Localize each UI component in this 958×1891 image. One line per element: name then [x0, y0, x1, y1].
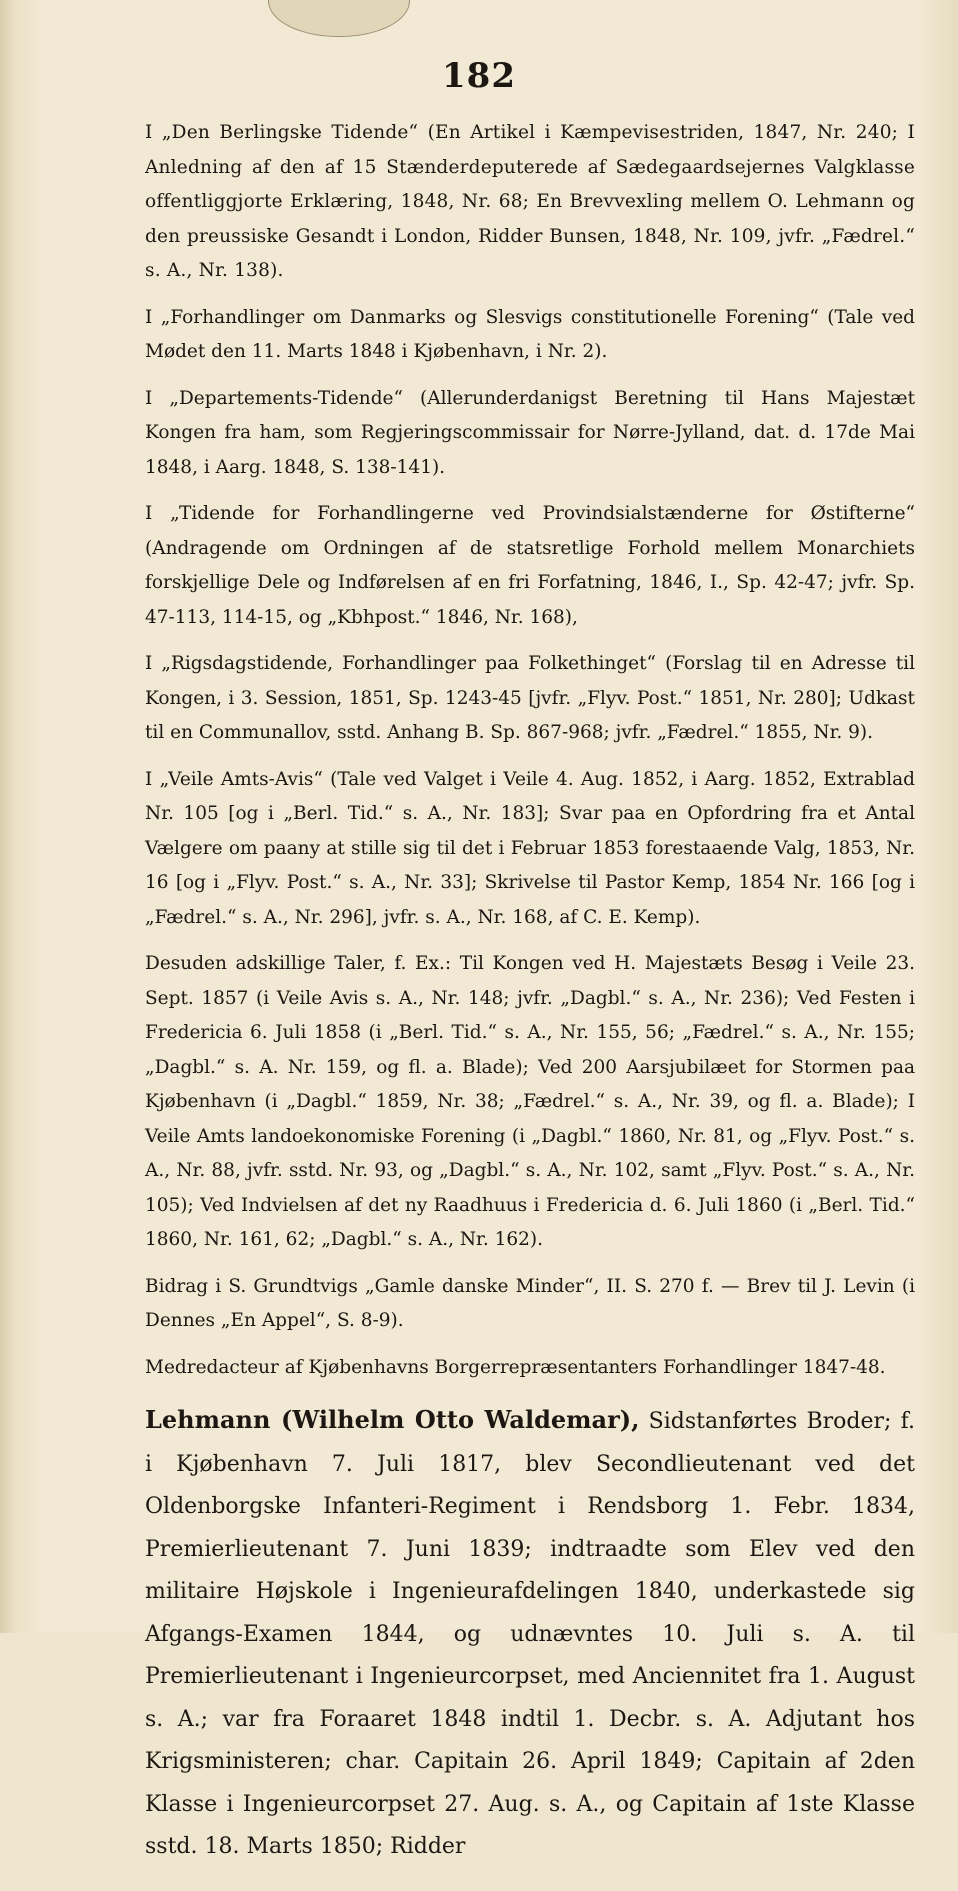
bibliography-paragraph-1: I „Den Berlingske Tidende“ (En Artikel i Kæmpevisestriden, 1847, Nr. 240; I Anledning af den af 15 Stænderdeputerede af Sædegaardsejernes Valgklasse offentliggjorte Erklæring, 1848, Nr. 68; En Brevvexling mellem O. Lehmann og den preussiske Gesandt i London, Ridder Bunsen, 1848, Nr. 109, jvfr. „Fædrel.“ s. A., Nr. 138).: [145, 122, 915, 281]
bibliography-paragraph-6: I „Veile Amts-Avis“ (Tale ved Valget i Veile 4. Aug. 1852, i Aarg. 1852, Extrablad Nr. 105 [og i „Berl. Tid.“ s. A., Nr. 183]; Svar paa en Opfordring fra et Antal Vælgere om paany at stille sig til det i Februar 1853 forestaaende Valg, 1853, Nr. 16 [og i „Flyv. Post.“ s. A., Nr. 33]; Skrivelse til Pastor Kemp, 1854 Nr. 166 [og i „Fædrel.“ s. A., Nr. 296], jvfr. s. A., Nr. 168, af C. E. Kemp).: [145, 768, 915, 928]
bibliography-paragraph-4: I „Tidende for Forhandlingerne ved Provindsialstænderne for Østifterne“ (Andragende om Ordningen af de statsretlige Forhold mellem Monarchiets forskjellige Dele og Indførelsen af en fri Forfatning, 1846, I., Sp. 42-47; jvfr. Sp. 47-113, 114-15, og „Kbhpost.“ 1846, Nr. 168),: [145, 503, 915, 628]
page-tab: [268, 0, 410, 37]
bibliography-paragraph-2: I „Forhandlinger om Danmarks og Slesvigs constitutionelle Forening“ (Tale ved Mødet den 11. Marts 1848 i Kjøbenhavn, i Nr. 2).: [145, 306, 915, 362]
page-number: 182: [442, 56, 516, 96]
bibliography-paragraph-3: I „Departements-Tidende“ (Allerunderdanigst Beretning til Hans Majestæt Kongen fra ham, som Regjeringscommissair for Nørre-Jylland, dat. d. 17de Mai 1848, i Aarg. 1848, S. 138-141).: [145, 387, 915, 478]
page-body: [145, 116, 915, 1891]
bibliography-paragraph-9: Medredacteur af Kjøbenhavns Borgerrepræsentanters Forhandlinger 1847-48.: [145, 1356, 886, 1378]
bibliography-paragraph-5: I „Rigsdagstidende, Forhandlinger paa Folkethinget“ (Forslag til en Adresse til Kongen, i 3. Session, 1851, Sp. 1243-45 [jvfr. „Flyv. Post.“ 1851, Nr. 280]; Udkast til en Communallov, sstd. Anhang B. Sp. 867-968; jvfr. „Fædrel.“ 1855, Nr. 9).: [145, 653, 915, 743]
entry-text: Sidstanførtes Broder; f. i Kjøbenhavn 7. Juli 1817, blev Secondlieutenant ved det Oldenborgske Infanteri-Regiment i Rendsborg 1. Febr. 1834, Premierlieutenant 7. Juni 1839; indtraadte som Elev ved den militaire Højskole i Ingenieurafdelingen 1840, underkastede sig Afgangs-Examen 1844, og udnævntes 10. Juli s. A. til Premierlieutenant i Ingenieurcorpset, med Anciennitet fra 1. August s. A.; var fra Foraaret 1848 indtil 1. Decbr. s. A. Adjutant hos Krigsministeren; char. Capitain 26. April 1849; Capitain af 2den Klasse i Ingenieurcorpset 27. Aug. s. A., og Capitain af 1ste Klasse sstd. 18. Marts 1850; Ridder: [145, 1409, 915, 1859]
entry-name: Lehmann (Wilhelm Otto Waldemar),: [145, 1405, 640, 1434]
bibliography-paragraph-7: Desuden adskillige Taler, f. Ex.: Til Kongen ved H. Majestæts Besøg i Veile 23. Sept. 1857 (i Veile Avis s. A., Nr. 148; jvfr. „Dagbl.“ s. A., Nr. 236); Ved Festen i Fredericia 6. Juli 1858 (i „Berl. Tid.“ s. A., Nr. 155, 56; „Fædrel.“ s. A., Nr. 155; „Dagbl.“ s. A. Nr. 159, og fl. a. Blade); Ved 200 Aarsjubilæet for Stormen paa Kjøbenhavn (i „Dagbl.“ 1859, Nr. 38; „Fædrel.“ s. A., Nr. 39, og fl. a. Blade); I Veile Amts landoekonomiske Forening (i „Dagbl.“ 1860, Nr. 81, og „Flyv. Post.“ s. A., Nr. 88, jvfr. sstd. Nr. 93, og „Dagbl.“ s. A., Nr. 102, samt „Flyv. Post.“ s. A., Nr. 105); Ved Indvielsen af det ny Raadhuus i Fredericia d. 6. Juli 1860 (i „Berl. Tid.“ 1860, Nr. 161, 62; „Dagbl.“ s. A., Nr. 162).: [145, 953, 915, 1250]
biography-entry: [145, 1399, 915, 1869]
bibliography-paragraph-8: Bidrag i S. Grundtvigs „Gamle danske Minder“, II. S. 270 f. — Brev til J. Levin (i Dennes „En Appel“, S. 8-9).: [145, 1275, 915, 1331]
